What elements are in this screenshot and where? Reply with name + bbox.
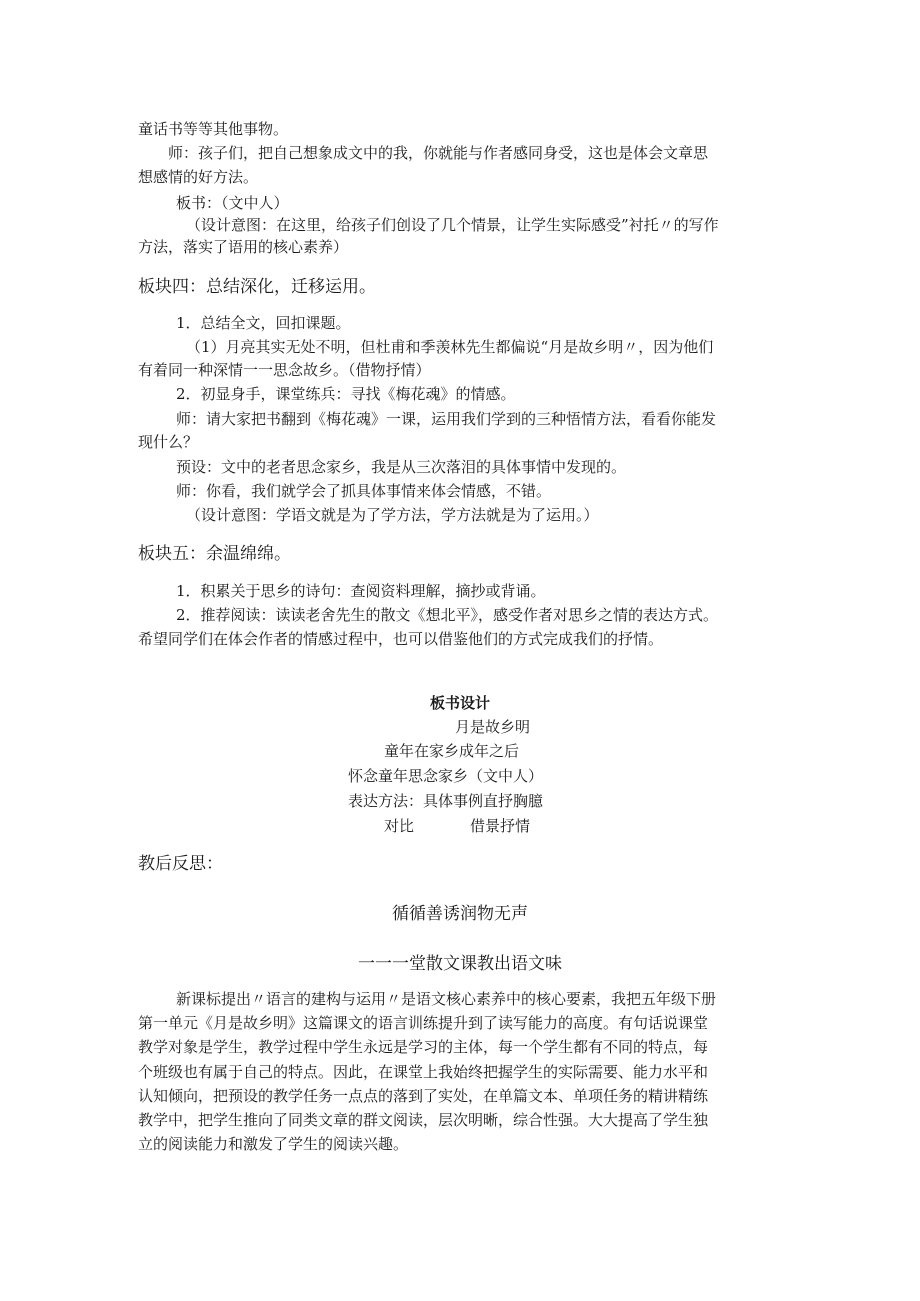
design-intent: 方法，落实了语用的核心素养） bbox=[138, 238, 349, 256]
paragraph-line: 教学对象是学生，教学过程中学生永远是学习的主体，每一个学生都有不同的特点，每 bbox=[138, 1038, 709, 1056]
paragraph-line: 师：你看，我们就学会了抓具体事情来体会情感，不错。 bbox=[176, 482, 552, 500]
board-line: 月是故乡明 bbox=[455, 718, 531, 736]
paragraph-line: 教学中，把学生推向了同类文章的群文阅读，层次明晰，综合性强。大大提高了学生独 bbox=[138, 1111, 709, 1129]
essay-title: 循循善诱润物无声 bbox=[392, 904, 528, 924]
design-intent: （设计意图：在这里，给孩子们创设了几个情景，让学生实际感受”衬托〃的写作 bbox=[186, 216, 719, 234]
design-intent: （设计意图：学语文就是为了学方法，学方法就是为了运用。） bbox=[186, 506, 599, 524]
paragraph-line: 希望同学们在体会作者的情感过程中，也可以借鉴他们的方式完成我们的抒情。 bbox=[138, 630, 664, 648]
paragraph-line: 童话书等等其他事物。 bbox=[138, 120, 289, 138]
board-line: 表达方法：具体事例直抒胸臆 bbox=[348, 792, 544, 810]
board-line: 怀念童年思念家乡（文中人） bbox=[348, 767, 544, 785]
essay-subtitle: 一一一堂散文课教出语文味 bbox=[358, 954, 562, 974]
paragraph-line: 新课标提出〃语言的建构与运用〃是语文核心素养中的核心要素，我把五年级下册 bbox=[176, 990, 717, 1008]
paragraph-line: 认知倾向，把预设的教学任务一点点的落到了实处，在单篇文本、单项任务的精讲精练 bbox=[138, 1087, 709, 1105]
paragraph-line: 现什么？ bbox=[138, 433, 199, 451]
paragraph-line: 1．总结全文，回扣课题。 bbox=[176, 314, 351, 332]
section-heading: 板块四：总结深化，迁移运用。 bbox=[138, 277, 376, 297]
board-line: 借景抒情 bbox=[470, 817, 531, 835]
paragraph-line: 2．推荐阅读：读读老舍先生的散文《想北平》，感受作者对思乡之情的表达方式。 bbox=[176, 606, 719, 624]
board-line: 对比 bbox=[384, 817, 415, 835]
paragraph-line: 师：孩子们，把自己想象成文中的我，你就能与作者感同身受，这也是体会文章思 bbox=[168, 144, 709, 162]
board-design-title: 板书设计 bbox=[429, 694, 490, 712]
paragraph-line: 1．积累关于思乡的诗句：查阅资料理解，摘抄或背诵。 bbox=[176, 582, 546, 600]
paragraph-line: 有着同一种深情一一思念故乡。（借物抒情） bbox=[138, 361, 431, 379]
paragraph-line: （1）月亮其实无处不明，但杜甫和季羡林先生都偏说“月是故乡明〃，因为他们 bbox=[186, 338, 714, 356]
paragraph-line: 立的阅读能力和激发了学生的阅读兴趣。 bbox=[138, 1135, 409, 1153]
paragraph-line: 第一单元《月是故乡明》这篇课文的语言训练提升到了读写能力的高度。有句话说课堂 bbox=[138, 1014, 709, 1032]
board-line: 童年在家乡成年之后 bbox=[384, 742, 520, 760]
paragraph-line: 想感情的好方法。 bbox=[138, 168, 259, 186]
paragraph-line: 预设：文中的老者思念家乡，我是从三次落泪的具体事情中发现的。 bbox=[176, 458, 627, 476]
paragraph-line: 2．初显身手，课堂练兵：寻找《梅花魂》的情感。 bbox=[176, 385, 516, 403]
paragraph-line: 师：请大家把书翻到《梅花魂》一课，运用我们学到的三种悟情方法，看看你能发 bbox=[176, 410, 717, 428]
section-heading: 板块五：余温绵绵。 bbox=[138, 544, 291, 564]
board-note: 板书：（文中人） bbox=[176, 194, 289, 212]
paragraph-line: 个班级也有属于自己的特点。因此，在课堂上我始终把握学生的实际需要、能力水平和 bbox=[138, 1063, 709, 1081]
reflection-heading: 教后反思： bbox=[138, 854, 223, 874]
